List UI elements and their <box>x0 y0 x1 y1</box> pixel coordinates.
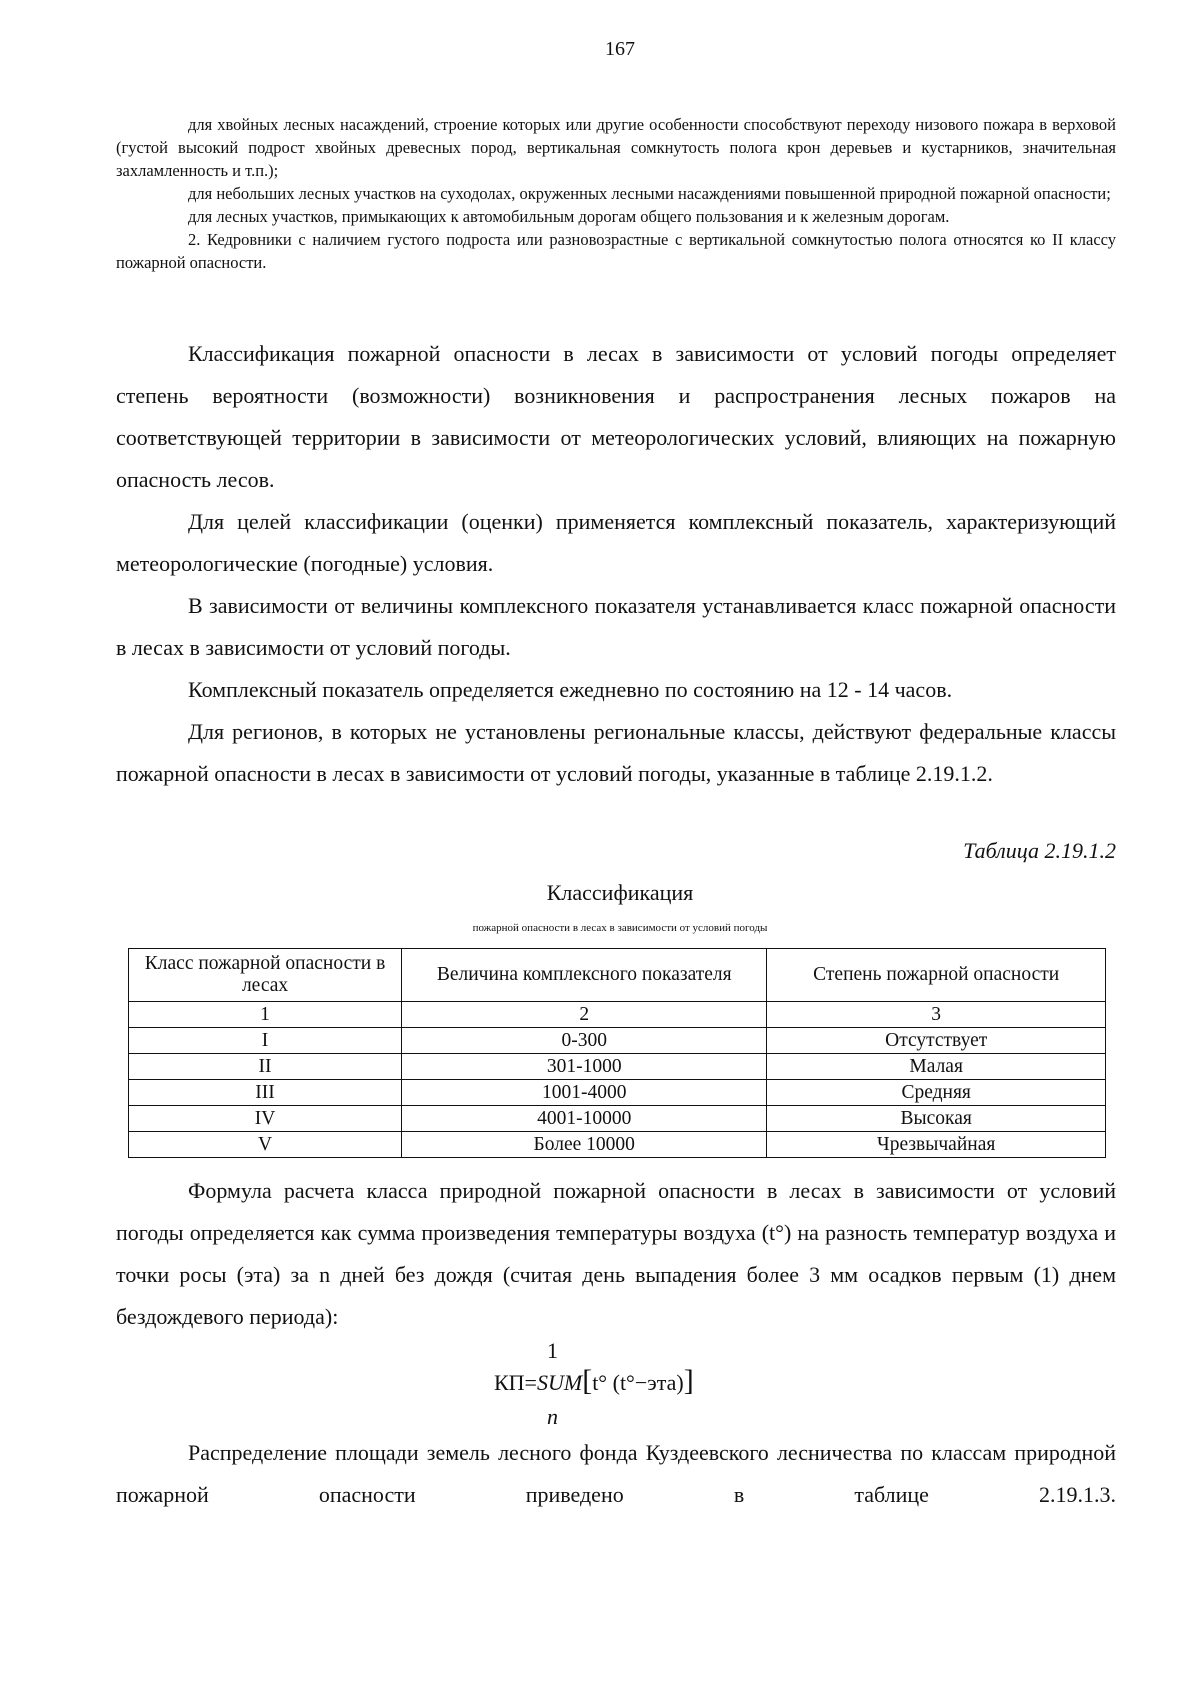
index-cell: Более 10000 <box>402 1132 767 1158</box>
paragraph: В зависимости от величины комплексного показателя устанавливается класс пожарной опасности в лесах в зависимости от условий погоды. <box>116 593 1116 660</box>
table-row <box>129 1028 1106 1054</box>
table-notes <box>116 113 1116 274</box>
formula-minus-eta: −эта <box>634 1370 677 1395</box>
column-number: 1 <box>129 1002 402 1028</box>
class-cell: III <box>129 1080 402 1106</box>
note-paragraph: для небольших лесных участков на суходолах, окруженных лесными насаждениями повышенной природной пожарной опасности; <box>188 184 1111 203</box>
body-text <box>116 1170 1116 1338</box>
note-paragraph: для хвойных лесных насаждений, строение которых или другие особенности способствуют переходу низового пожара в верховой (густой высокий подрост хвойных древесных пород, вертикальная сомкнутость полога крон деревьев и кустарников, значительная захламленность и т.п.); <box>116 115 1116 180</box>
formula-t: t° <box>592 1370 608 1395</box>
class-cell: IV <box>129 1106 402 1132</box>
formula <box>0 1338 1200 1438</box>
paragraph: Для регионов, в которых не установлены региональные классы, действуют федеральные классы пожарной опасности в лесах в зависимости от условий погоды, указанные в таблице 2.19.1.2. <box>116 719 1116 786</box>
body-text <box>116 333 1116 795</box>
class-cell: I <box>129 1028 402 1054</box>
column-header: Класс пожарной опасности в лесах <box>129 949 402 1002</box>
class-cell: II <box>129 1054 402 1080</box>
table-subtitle: пожарной опасности в лесах в зависимости от условий погоды <box>472 922 768 934</box>
class-cell: V <box>129 1132 402 1158</box>
danger-cell: Чрезвычайная <box>767 1132 1106 1158</box>
formula-body: КП=SUM[t° (t°−эта)] <box>494 1364 694 1397</box>
formula-sum: SUM <box>536 1370 583 1395</box>
table-label: Таблица 2.19.1.2 <box>963 838 1116 863</box>
page-number: 167 <box>605 38 635 60</box>
danger-cell: Малая <box>767 1054 1106 1080</box>
column-number-row <box>129 1002 1106 1028</box>
formula-lhs: КП= <box>494 1370 537 1395</box>
table-title: Классификация <box>546 880 694 905</box>
column-header: Величина комплексного показателя <box>402 949 767 1002</box>
paragraph: Формула расчета класса природной пожарной опасности в лесах в зависимости от условий погоды определяется как сумма произведения температуры воздуха (t°) на разность температур воздуха и точки росы (эта) за n дней без дождя (считая день выпадения более 3 мм осадков первым (1) днем бездождевого периода): <box>116 1178 1116 1329</box>
paragraph: Для целей классификации (оценки) применяется комплексный показатель, характеризующий метеорологические (погодные) условия. <box>116 509 1116 576</box>
note-paragraph: для лесных участков, примыкающих к автомобильным дорогам общего пользования и к железным дорогам. <box>188 207 950 226</box>
column-number: 3 <box>767 1002 1106 1028</box>
table-header-row <box>129 949 1106 1002</box>
index-cell: 1001-4000 <box>402 1080 767 1106</box>
table-row <box>129 1132 1106 1158</box>
danger-cell: Отсутствует <box>767 1028 1106 1054</box>
paragraph: Классификация пожарной опасности в лесах в зависимости от условий погоды определяет степень вероятности (возможности) возникновения и распространения лесных пожаров на соответствующей территории в зависимости от метеорологических условий, влияющих на пожарную опасность лесов. <box>116 341 1116 492</box>
column-number: 2 <box>402 1002 767 1028</box>
table-row <box>129 1054 1106 1080</box>
bracket-glyph: ] <box>683 1364 694 1397</box>
index-cell: 4001-10000 <box>402 1106 767 1132</box>
paragraph: Распределение площади земель лесного фонда Куздеевского лесничества по классам природной пожарной опасности приведено в таблице 2.19.1.3. <box>116 1440 1116 1507</box>
index-cell: 0-300 <box>402 1028 767 1054</box>
table-row <box>129 1106 1106 1132</box>
fire-danger-table <box>128 948 1106 1158</box>
formula-upper-limit: 1 <box>547 1338 558 1363</box>
danger-cell: Средняя <box>767 1080 1106 1106</box>
table-row <box>129 1080 1106 1106</box>
bracket-glyph: [ <box>582 1364 593 1397</box>
paragraph: Комплексный показатель определяется ежедневно по состоянию на 12 - 14 часов. <box>188 677 953 702</box>
body-text <box>116 1432 1116 1516</box>
column-header: Степень пожарной опасности <box>767 949 1106 1002</box>
note-paragraph: 2. Кедровники с наличием густого подроста или разновозрастные с вертикальной сомкнутостью полога относятся ко II классу пожарной опасности. <box>116 230 1116 272</box>
index-cell: 301-1000 <box>402 1054 767 1080</box>
formula-t: t° <box>619 1370 635 1395</box>
danger-cell: Высокая <box>767 1106 1106 1132</box>
formula-lower-limit: n <box>547 1404 558 1429</box>
